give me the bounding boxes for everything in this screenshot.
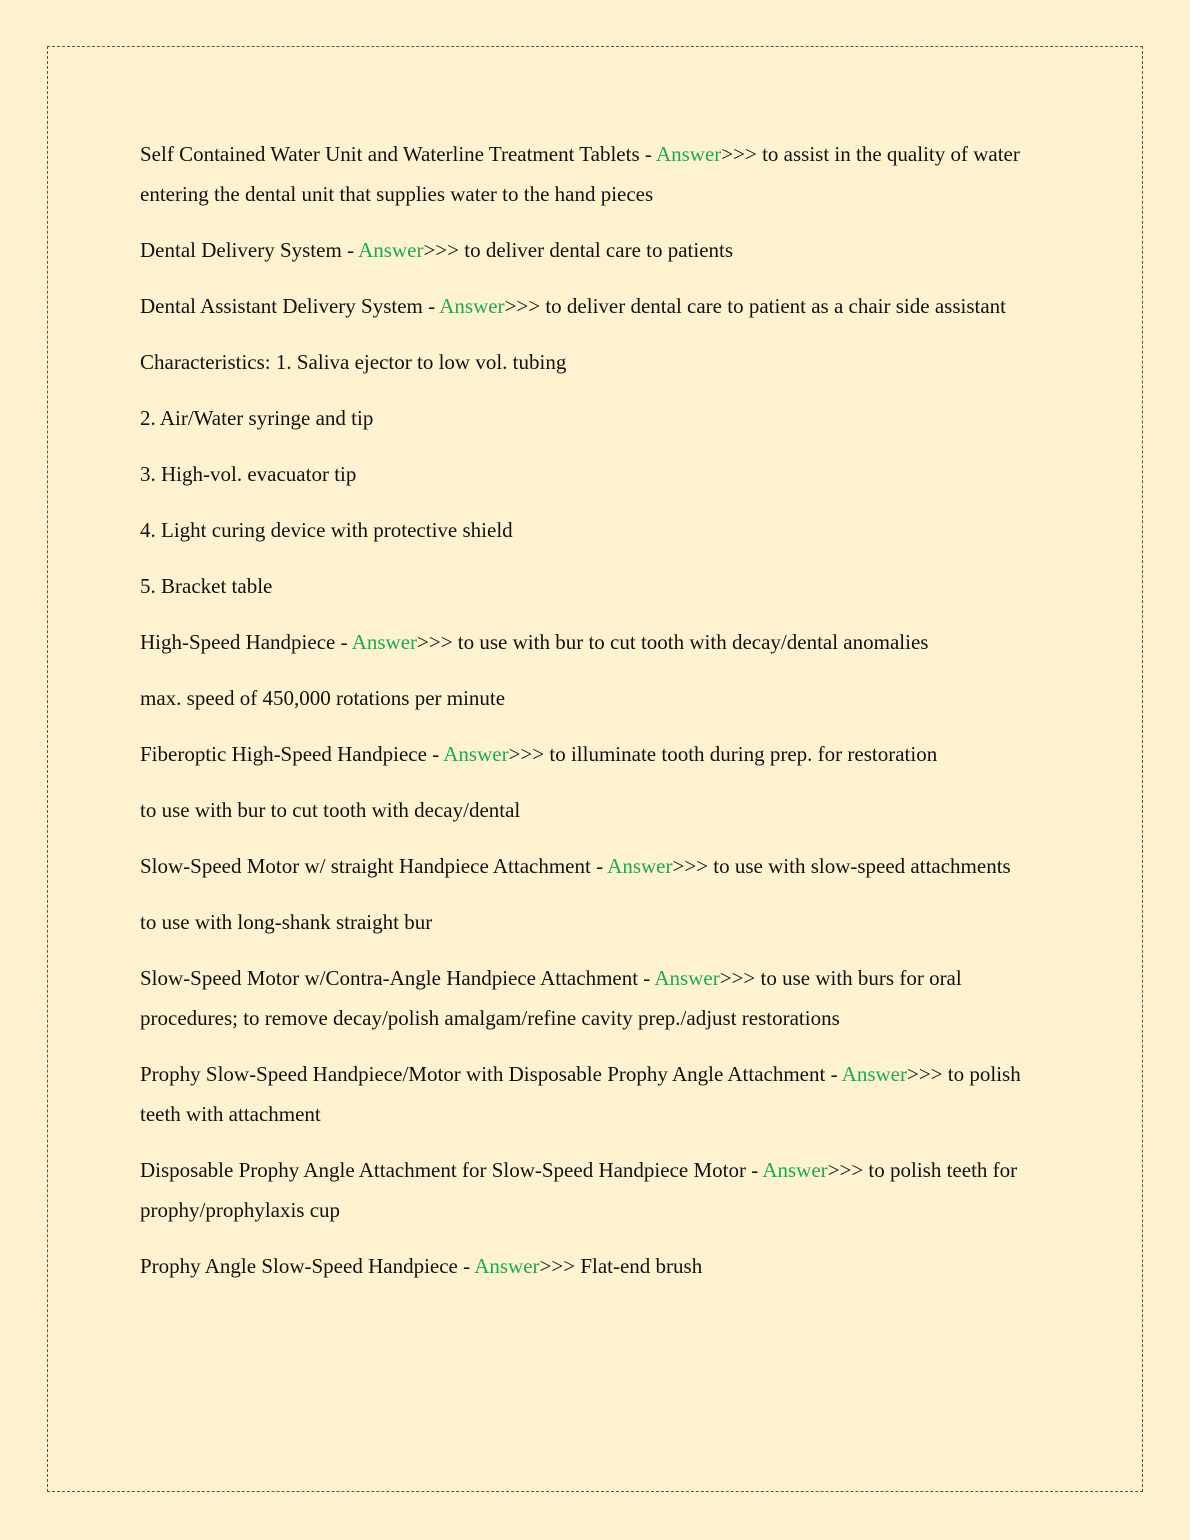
flashcard-entry	[140, 134, 1050, 214]
term: Slow-Speed Motor w/ straight Handpiece Attachment -	[140, 854, 604, 878]
flashcard-entry	[140, 286, 1050, 326]
answer-label: Answer	[655, 142, 722, 166]
answer-arrows: >>>	[907, 1062, 943, 1086]
flashcard-entry	[140, 622, 1050, 662]
term: Prophy Angle Slow-Speed Handpiece -	[140, 1254, 471, 1278]
answer-arrows: >>>	[539, 1254, 576, 1278]
text-line: to use with bur to cut tooth with decay/dental	[140, 798, 521, 822]
flashcard-entry	[140, 846, 1050, 886]
flashcard-entry	[140, 1246, 1050, 1286]
definition: to illuminate tooth during prep. for restoration	[549, 742, 938, 766]
answer-arrows: >>>	[417, 630, 453, 654]
term: Slow-Speed Motor w/Contra-Angle Handpiece Attachment -	[140, 966, 651, 990]
text-line: 3. High-vol. evacuator tip	[140, 462, 357, 486]
answer-arrows: >>>	[827, 1158, 864, 1182]
definition: to use with slow-speed attachments	[713, 854, 1011, 878]
text-line: to use with long-shank straight bur	[140, 910, 433, 934]
answer-label: Answer	[654, 966, 720, 990]
term: Dental Assistant Delivery System -	[140, 294, 436, 318]
definition: to deliver dental care to patient as a chair side assistant	[545, 294, 1007, 318]
term: Dental Delivery System -	[140, 238, 355, 262]
answer-label: Answer	[351, 630, 418, 654]
definition: to polish teeth for prophy/prophylaxis cup	[140, 1158, 1018, 1222]
term: High-Speed Handpiece -	[140, 630, 348, 654]
text-line: max. speed of 450,000 rotations per minute	[140, 686, 506, 710]
answer-label: Answer	[358, 238, 424, 262]
definition: Flat-end brush	[580, 1254, 703, 1278]
flashcard-entry	[140, 734, 1050, 774]
answer-label: Answer	[762, 1158, 828, 1182]
term: Fiberoptic High-Speed Handpiece -	[140, 742, 440, 766]
definition: to deliver dental care to patients	[464, 238, 734, 262]
text-line: Characteristics: 1. Saliva ejector to low vol. tubing	[140, 350, 567, 374]
text-line: 2. Air/Water syringe and tip	[140, 406, 374, 430]
text-line: 5. Bracket table	[140, 574, 273, 598]
answer-arrows: >>>	[504, 294, 541, 318]
answer-arrows: >>>	[719, 966, 756, 990]
term: Prophy Slow-Speed Handpiece/Motor with Disposable Prophy Angle Attachment -	[140, 1062, 838, 1086]
definition: to use with bur to cut tooth with decay/dental anomalies	[457, 630, 929, 654]
answer-arrows: >>>	[508, 742, 545, 766]
definition: to use with burs for oral procedures; to remove decay/polish amalgam/refine cavity prep./adjust restorations	[140, 966, 962, 1030]
definition: to assist in the quality of water entering the dental unit that supplies water to the hand pieces	[140, 142, 1020, 206]
answer-label: Answer	[443, 742, 509, 766]
term: Self Contained Water Unit and Waterline Treatment Tablets -	[140, 142, 652, 166]
flashcard-entry	[140, 958, 1050, 1038]
answer-label: Answer	[841, 1062, 907, 1086]
definition: to polish teeth with attachment	[140, 1062, 1021, 1126]
flashcard-entry	[140, 1150, 1050, 1230]
document-body	[140, 134, 1050, 1302]
term: Disposable Prophy Angle Attachment for Slow-Speed Handpiece Motor -	[140, 1158, 759, 1182]
flashcard-entry	[140, 1054, 1050, 1134]
answer-label: Answer	[474, 1254, 540, 1278]
answer-label: Answer	[439, 294, 505, 318]
text-line: 4. Light curing device with protective shield	[140, 518, 513, 542]
answer-label: Answer	[607, 854, 673, 878]
answer-arrows: >>>	[721, 142, 757, 166]
answer-arrows: >>>	[423, 238, 459, 262]
answer-arrows: >>>	[672, 854, 709, 878]
flashcard-entry	[140, 230, 1050, 270]
